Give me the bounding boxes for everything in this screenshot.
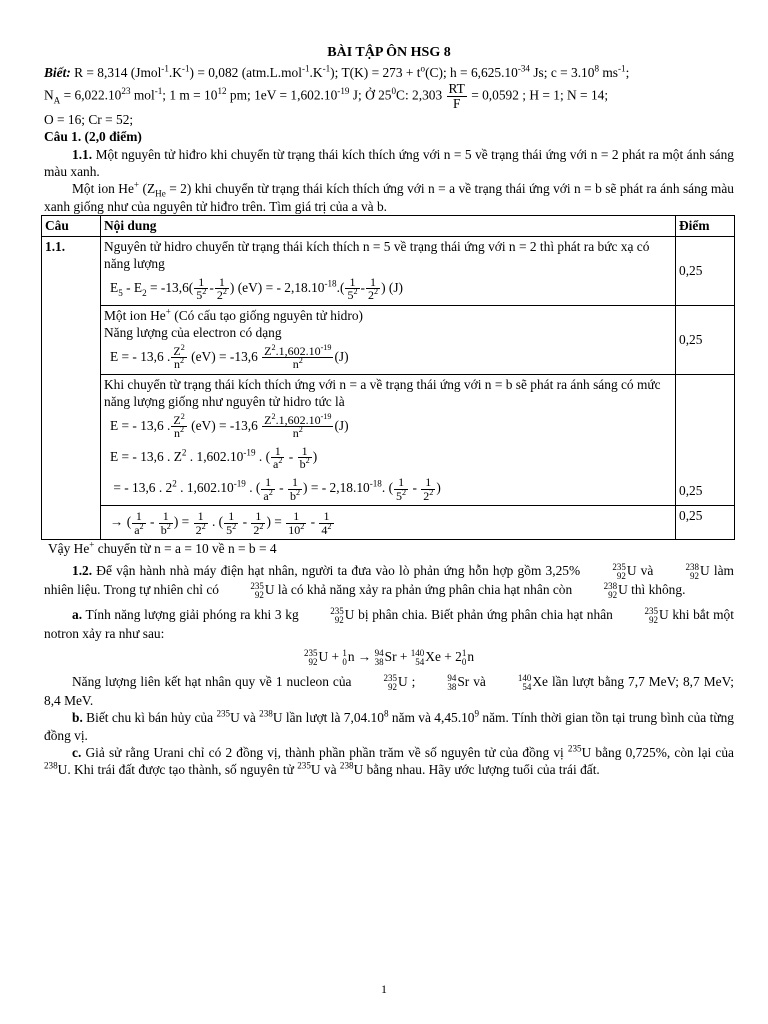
header-noi-dung: Nội dung — [101, 216, 676, 236]
table-row — [42, 374, 735, 505]
content-cell-1: Nguyên tử hidro chuyển từ trạng thái kích thích n = 5 về trạng thái ứng với n = 2 thì phát ra bức xạ có năng lượng $E_5 - E_2 = -13,6$( $\frac{1}{5^2}$ - $\frac{1}{2^2}$ ) (eV) = - $2,18.10^{-18}$.( $\frac{1}{5^2}$ - $\frac{1}{2^2}$ ) (J) — [101, 236, 676, 305]
table-row — [42, 506, 735, 540]
conclusion-line: Vậy He+ chuyển từ n = a = 10 về n = b = 4 — [48, 539, 277, 557]
score-3: 0,25 — [676, 374, 735, 505]
equation-3b: E = - 13,6 . $Z^2$ . $1,602.10^{-19}$ . ( $\frac{1}{a^2}$ - $\frac{1}{b^2}$ ) — [110, 443, 318, 472]
table-row — [42, 236, 735, 305]
page-title: BÀI TẬP ÔN HSG 8 — [327, 45, 451, 60]
score-4: 0,25 — [676, 506, 735, 540]
question-1-2-text: 1.2. Để vận hành nhà máy điện hạt nhân, người ta đưa vào lò phản ứng hỗn hợp gồm 3,25% 235 92 U và 238 92 U làm nhiên liệu. Trong tự nhiên chỉ có 235 92 U là có khả năng xảy ra phản ứng phân chia hạt nhân còn 238 92 U thì không. — [44, 561, 734, 600]
answer-table — [41, 215, 735, 540]
question-1-1-text: 1.1. Một nguyên tử hiđro khi chuyển từ trạng thái kích thích ứng với n = 5 về trạng thái ứng với n = 2 phát ra một ánh sáng màu xanh. — [44, 146, 734, 179]
constants-line-2: $N_A = 6,022.10^{23}$ mol$^{-1}$; 1 $m = 10^{12}$ pm; $1eV = 1,602.10^{-19}$ J; Ở $25^0C$: 2,303 $\frac{RT}{F}$ = 0,0592 ; H = 1; N = 14; — [44, 80, 609, 111]
energy-difference-equation: $E_5 - E_2 = -13,6$( $\frac{1}{5^2}$ - $\frac{1}{2^2}$ ) (eV) = - $2,18.10^{-18}$.( $\frac{1}{5^2}$ - $\frac{1}{2^2}$ ) (J) — [110, 274, 403, 303]
row-label: 1.1. — [42, 236, 101, 540]
equation-4: → ( $\frac{1}{a^2}$ - $\frac{1}{b^2}$ ) = $\frac{1}{2^2}$ . ( $\frac{1}{5^2}$ - $\frac{1}{2^2}$ ) = $\frac{1}{10^2}$ - $\frac{1}{4^2}$ — [110, 509, 332, 537]
score-1: 0,25 — [676, 236, 735, 305]
question-1-1-he-text: Một ion He+ $(Z_{He} = 2)$ khi chuyển từ trạng thái kích thích ứng với n = a về trạng thái ứng với n = b sẽ phát ra ánh sáng màu xanh giống như của nguyên tử hiđro trên. Tìm giá trị của a và b. — [44, 179, 734, 214]
electron-energy-equation: E = - 13,6 . $\frac{Z^2}{n^2}$ (eV) = -13,6 $\frac{Z^2.1,602.10^{-19}}{n^2}$ (J) — [110, 342, 349, 372]
equation-3a: E = - 13,6 . $\frac{Z^2}{n^2}$ (eV) = -13,6 $\frac{Z^2.1,602.10^{-19}}{n^2}$ (J) — [110, 411, 349, 441]
question-1-2-a: a. Tính năng lượng giải phóng ra khi 3 kg 235 92 U bị phân chia. Biết phản ứng phân chia hạt nhân 235 92 U khi bắt một notron xảy ra như sau: — [44, 605, 734, 641]
content-cell-4 — [101, 506, 676, 540]
constants-line-3: O = 16; Cr = 52; — [44, 111, 134, 127]
binding-energy-text: Năng lượng liên kết hạt nhân quy về 1 nucleon của 235 92 U ; 94 38 Sr và 140 54 Xe lần lượt bằng 7,7 MeV; 8,7 MeV; 8,4 MeV. — [44, 672, 734, 708]
rt-over-f-fraction: $\frac{RT}{F}$ — [448, 80, 465, 111]
document-page — [44, 44, 734, 779]
constants-line-1: Biết: R = 8,314 $(Jmol^{-1}.K^{-1}) = 0,082$ $(atm.L.mol^{-1}.K^{-1})$; $T(K) = 273 + t^o(C)$; $h = 6,625.10^{-34}$ Js; $c = 3.10^8$ $ms^{-1}$; — [44, 63, 630, 81]
known-label: Biết: — [44, 65, 71, 81]
score-2: 0,25 — [676, 305, 735, 374]
fission-reaction: 235 92 U + 1 0 n → 94 38 Sr + 140 54 Xe + 2 1 0 n — [303, 647, 475, 667]
table-header-row — [42, 216, 735, 236]
content-cell-2: Một ion He+ (Có cấu tạo giống nguyên tử hidro) Năng lượng của electron có dạng E = - 13,6 . $\frac{Z^2}{n^2}$ (eV) = -13,6 $\frac{Z^2.1,602.10^{-19}}{n^2}$ (J) — [101, 305, 676, 374]
content-cell-3: Khi chuyển từ trạng thái kích thích ứng với n = a về trạng thái ứng với n = b sẽ phát ra ánh sáng có mức năng lượng giống như nguyên tử hidro tức là E = - 13,6 . $\frac{Z^2}{n^2}$ (eV) = -13,6 $\frac{Z^2.1,602.10^{-19}}{n^2}$ (J) E = - 13,6 . $Z^2$ . $1,602.10^{-19}$ . ( $\frac{1}{a^2}$ - $\frac{1}{b^2}$ ) = - 13,6 . $2^2$ . $1,602.10^{-19}$ . ( $\frac{1}{a^2}$ - $\frac{1}{b^2}$ ) = - $2,18.10^{-18}$. ( $\frac{1}{5^2}$ - $\frac{1}{2^2}$ ) — [101, 374, 676, 505]
header-cau: Câu — [42, 216, 101, 236]
question-1-heading: Câu 1. (2,0 điểm) — [44, 129, 142, 145]
question-1-2-b: b. Biết chu kì bán hủy của $^{235}$U và $^{238}$U lần lượt là 7,04.10$^8$ năm và 4,45.10$^9$ năm. Tính thời gian tồn tại trung bình của từng đồng vị. — [44, 708, 734, 743]
equation-3c: = - 13,6 . $2^2$ . $1,602.10^{-19}$ . ( $\frac{1}{a^2}$ - $\frac{1}{b^2}$ ) = - $2,18.10^{-18}$. ( $\frac{1}{5^2}$ - $\frac{1}{2^2}$ ) — [110, 474, 441, 503]
header-diem: Điểm — [676, 216, 735, 236]
table-row — [42, 305, 735, 374]
page-number: 1 — [381, 982, 387, 996]
question-1-2-c: c. Giả sử rằng Urani chỉ có 2 đồng vị, thành phần phần trăm về số nguyên tử của đồng vị $^{235}$U bằng 0,725%, còn lại của $^{238}$U. Khi trái đất được tạo thành, số nguyên tử $^{235}$U và $^{238}$U bằng nhau. Hãy ước lượng tuổi của trái đất. — [44, 743, 734, 778]
